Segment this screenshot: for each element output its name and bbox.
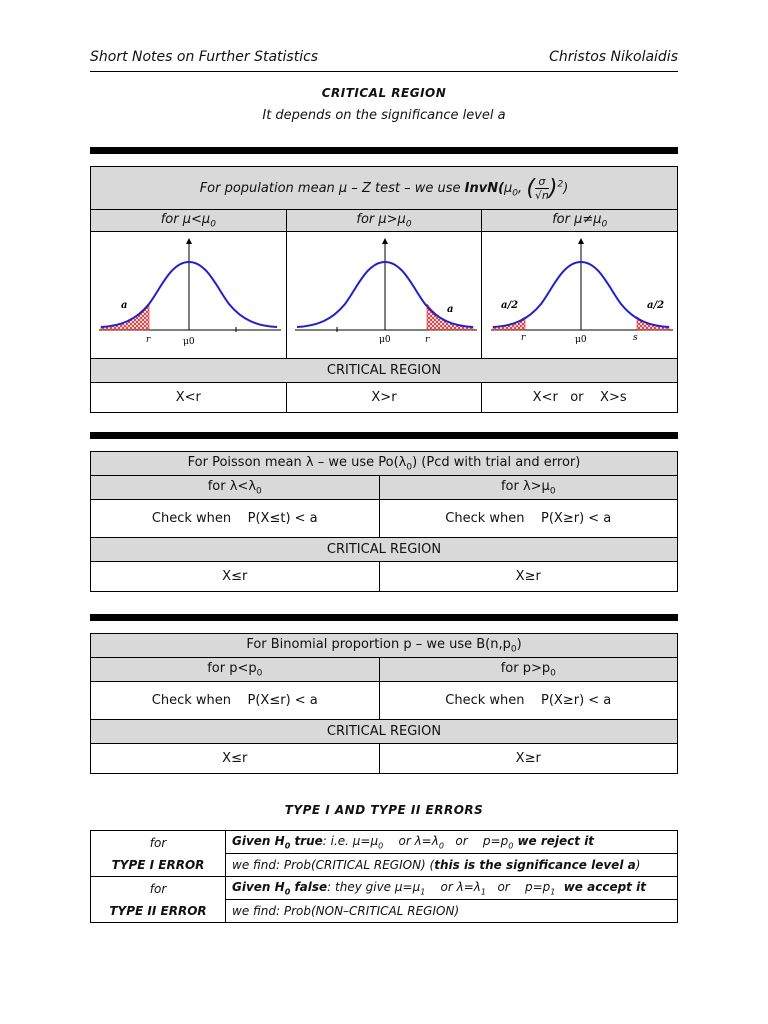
- type2-find: we find: Prob(NON–CRITICAL REGION): [226, 900, 678, 923]
- curve-two-tail: [482, 232, 678, 359]
- svg-text:a: a: [121, 300, 128, 311]
- page-header: [90, 49, 678, 72]
- svg-text:μ0: μ0: [183, 337, 195, 347]
- divider-rule: [90, 432, 678, 439]
- svg-text:s: s: [632, 333, 638, 343]
- type1-given: Given $H_0$ true: i.e. $\mu=\mu_0$ or $\lambda=\lambda_0$ or $p=p_0$ we reject it: [226, 831, 678, 854]
- normal-curve-right: [287, 232, 481, 354]
- ztest-region-greater: X>r: [286, 383, 482, 413]
- svg-text:a: a: [446, 304, 454, 315]
- poisson-check-less: Check when P(X≤t) < a: [91, 500, 380, 538]
- binomial-table: [90, 633, 678, 774]
- ztest-region-less: X<r: [91, 383, 287, 413]
- normal-curve-left: [91, 232, 285, 354]
- ztest-critical-label: CRITICAL REGION: [91, 359, 678, 383]
- type2-label-cell: for TYPE II ERROR: [91, 877, 226, 923]
- header-right: Christos Nikolaidis: [549, 49, 678, 65]
- ztest-table: [90, 166, 678, 413]
- binomial-region-less: X≤r: [91, 744, 380, 774]
- ztest-region-noteq: X<r or X>s: [482, 383, 678, 413]
- curve-left-tail: [91, 232, 287, 359]
- binomial-check-less: Check when P(X≤r) < a: [91, 682, 380, 720]
- poisson-col-greater: for $\lambda>\mu_0$: [379, 476, 677, 500]
- errors-title: TYPE I AND TYPE II ERRORS: [284, 803, 484, 817]
- ztest-col-noteq: for $\mu\ne\mu_0$: [482, 210, 678, 232]
- svg-text:a/2: a/2: [500, 300, 518, 311]
- divider-rule: [90, 614, 678, 621]
- type1-find: we find: Prob(CRITICAL REGION) (this is the significance level a): [226, 854, 678, 877]
- poisson-title: For Poisson mean λ – we use $Po(\lambda_0)$ (Pcd with trial and error): [91, 452, 678, 476]
- svg-text:r: r: [146, 335, 151, 345]
- type1-label-cell: for TYPE I ERROR: [91, 831, 226, 877]
- normal-curve-two: [483, 232, 677, 354]
- ztest-col-less: for $\mu<\mu_0$: [91, 210, 287, 232]
- binomial-col-greater: for $p>p_0$: [379, 658, 677, 682]
- svg-text:r: r: [520, 333, 525, 343]
- poisson-col-less: for $\lambda<\lambda_0$: [91, 476, 380, 500]
- header-left: Short Notes on Further Statistics: [90, 49, 319, 65]
- poisson-table: [90, 451, 678, 592]
- section-subtitle: It depends on the significance level a: [262, 108, 506, 123]
- ztest-col-greater: for $\mu>\mu_0$: [286, 210, 482, 232]
- svg-text:μ0: μ0: [378, 335, 391, 345]
- curve-right-tail: [286, 232, 482, 359]
- poisson-region-less: X≤r: [91, 562, 380, 592]
- poisson-region-greater: X≥r: [379, 562, 677, 592]
- ztest-title: For population mean μ – Z test – we use $InvN(\mu_0$, ( $\frac{\sigma}{√n}$ )$^2$): [91, 167, 678, 210]
- binomial-check-greater: Check when P(X≥r) < a: [379, 682, 677, 720]
- poisson-critical-label: CRITICAL REGION: [91, 538, 678, 562]
- binomial-col-less: for $p<p_0$: [91, 658, 380, 682]
- errors-table: [90, 830, 678, 923]
- binomial-title: For Binomial proportion p – we use $B(n,p_0)$: [91, 634, 678, 658]
- type2-given: Given $H_0$ false: they give $\mu=\mu_1$ or $\lambda=\lambda_1$ or $p=p_1$ we accept it: [226, 877, 678, 900]
- divider-rule: [90, 147, 678, 154]
- svg-text:r: r: [424, 335, 430, 345]
- svg-text:a/2: a/2: [646, 300, 664, 311]
- binomial-region-greater: X≥r: [379, 744, 677, 774]
- svg-text:μ0: μ0: [574, 335, 587, 345]
- binomial-critical-label: CRITICAL REGION: [91, 720, 678, 744]
- section-title: CRITICAL REGION: [321, 86, 447, 100]
- poisson-check-greater: Check when P(X≥r) < a: [379, 500, 677, 538]
